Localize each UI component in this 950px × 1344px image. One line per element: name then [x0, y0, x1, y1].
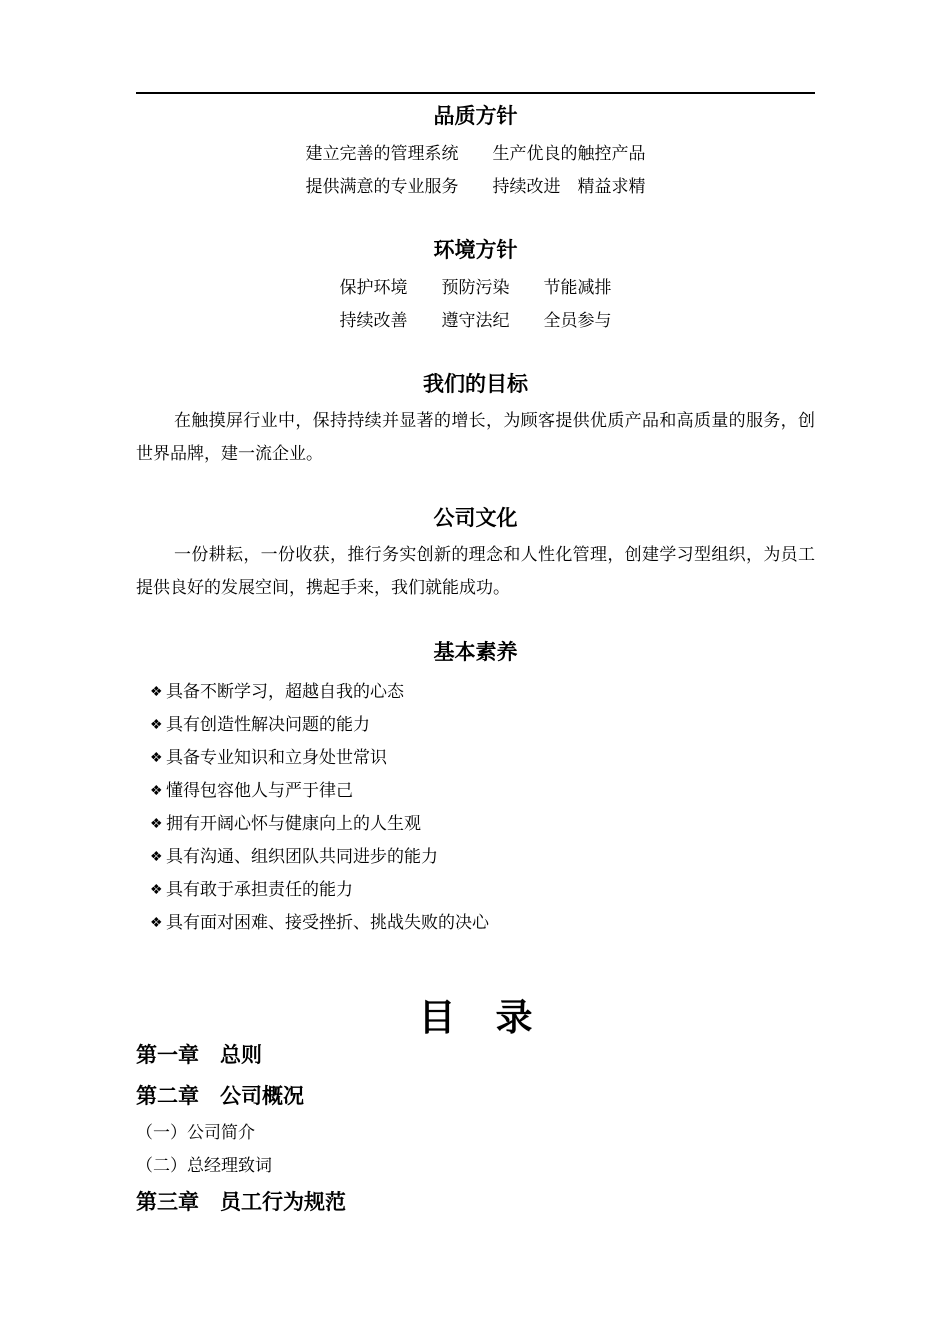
list-item-text: 具有敢于承担责任的能力: [166, 880, 353, 900]
basic-qualities-heading: 基本素养: [433, 640, 518, 664]
basic-qualities-list: [150, 676, 489, 940]
list-item-text: 拥有开阔心怀与健康向上的人生观: [166, 814, 421, 834]
diamond-bullet-icon: ❖: [150, 915, 163, 931]
list-item: [150, 709, 489, 742]
list-item: [150, 874, 489, 907]
company-culture-paragraph: 一份耕耘，一份收获，推行务实创新的理念和人性化管理，创建学习型组织，为员工提供良好的发展空间，携起手来，我们就能成功。: [136, 545, 815, 598]
list-item: [150, 742, 489, 775]
toc-chapter-2-sub-1[interactable]: （一）公司简介: [136, 1123, 255, 1143]
diamond-bullet-icon: ❖: [150, 849, 163, 865]
environment-policy-line-1: 保护环境 预防污染 节能减排: [339, 278, 612, 298]
our-goal-paragraph: 在触摸屏行业中，保持持续并显著的增长，为顾客提供优质产品和高质量的服务，创世界品牌，建一流企业。: [136, 411, 815, 464]
toc-chapter-2-sub-2[interactable]: （二）总经理致词: [136, 1156, 272, 1176]
toc-chapter-2[interactable]: 第二章 公司概况: [136, 1084, 304, 1108]
diamond-bullet-icon: ❖: [150, 882, 163, 898]
list-item: [150, 841, 489, 874]
list-item-text: 具备不断学习，超越自我的心态: [166, 682, 404, 702]
toc-chapter-1[interactable]: 第一章 总则: [136, 1043, 262, 1067]
toc-title: 目录: [418, 995, 573, 1039]
list-item: [150, 676, 489, 709]
environment-policy-heading: 环境方针: [433, 238, 518, 262]
list-item-text: 具有创造性解决问题的能力: [166, 715, 370, 735]
quality-policy-line-2: 提供满意的专业服务 持续改进 精益求精: [305, 177, 646, 197]
top-horizontal-rule: [136, 92, 815, 94]
our-goal-heading: 我们的目标: [423, 372, 528, 396]
diamond-bullet-icon: ❖: [150, 684, 163, 700]
diamond-bullet-icon: ❖: [150, 717, 163, 733]
quality-policy-heading: 品质方针: [433, 104, 518, 128]
company-culture-heading: 公司文化: [433, 506, 518, 530]
list-item-text: 懂得包容他人与严于律己: [166, 781, 353, 801]
list-item-text: 具有沟通、组织团队共同进步的能力: [166, 847, 438, 867]
list-item-text: 具有面对困难、接受挫折、挑战失败的决心: [166, 913, 489, 933]
diamond-bullet-icon: ❖: [150, 816, 163, 832]
environment-policy-line-2: 持续改善 遵守法纪 全员参与: [339, 311, 612, 331]
toc-chapter-3[interactable]: 第三章 员工行为规范: [136, 1190, 346, 1214]
diamond-bullet-icon: ❖: [150, 750, 163, 766]
diamond-bullet-icon: ❖: [150, 783, 163, 799]
list-item: [150, 907, 489, 940]
quality-policy-line-1: 建立完善的管理系统 生产优良的触控产品: [305, 144, 646, 164]
list-item: [150, 775, 489, 808]
list-item: [150, 808, 489, 841]
list-item-text: 具备专业知识和立身处世常识: [166, 748, 387, 768]
